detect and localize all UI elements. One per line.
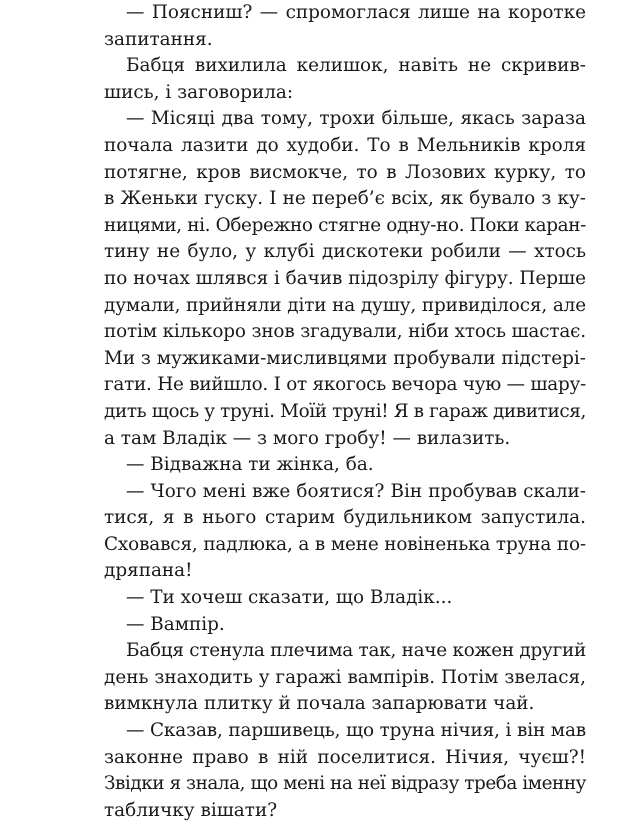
text-line: — Відважна ти жінка, ба. xyxy=(126,454,374,476)
body-text xyxy=(104,0,586,824)
text-line: — Сказав, паршивець, що труна нічия, і він мав xyxy=(126,720,586,742)
text-line: думали, прийняли діти на душу, привиділося, але xyxy=(104,294,586,316)
text-line: — Місяці два тому, трохи більше, якась зараза xyxy=(126,108,586,130)
text-line: тися, я в нього старим будильником запустила. xyxy=(104,507,586,529)
text-line: Бабця стенула плечима так, наче кожен другий xyxy=(126,640,586,662)
text-line: а там Владік — з мого гробу! — вилазить. xyxy=(104,427,511,449)
text-line: по ночах шлявся і бачив підозрілу фігуру. Перше xyxy=(104,267,586,289)
text-line: тину не було, у клубі дискотеки робили — хтось xyxy=(104,241,586,263)
text-line: Сховався, падлюка, а в мене новіненька труна по- xyxy=(104,533,586,555)
text-line: потім кількоро знов згадували, ніби хтось шастає. xyxy=(104,321,586,343)
text-line: дить щось у труні. Моїй труні! Я в гараж дивитися, xyxy=(104,400,586,422)
text-line: — Ти хочеш сказати, що Владік... xyxy=(126,587,453,609)
text-line: — Вампір. xyxy=(126,613,225,635)
text-line: Ми з мужиками-мисливцями пробували підстері- xyxy=(104,347,586,369)
text-line: в Женьки гуску. І не переб’є всіх, як бувало з ку- xyxy=(104,188,586,210)
text-line: гати. Не вийшло. І от якогось вечора чую — шару- xyxy=(104,374,586,396)
text-line: потягне, кров висмокче, то в Лозових курку, то xyxy=(104,161,586,183)
text-line: — Чого мені вже боятися? Він пробував скали- xyxy=(126,480,586,502)
text-line: день знаходить у гаражі вампірів. Потім звелася, xyxy=(104,666,586,688)
text-line: ницями, ні. Обережно стягне одну-но. Поки каран- xyxy=(104,214,586,236)
text-line: Звідки я знала, що мені на неї відразу треба іменну xyxy=(104,773,586,795)
text-line: — Поясниш? — спромоглася лише на коротке xyxy=(126,2,586,23)
text-line: Бабця вихилила келишок, навіть не скривив- xyxy=(126,55,586,77)
text-line: законне право в ній поселитися. Нічия, чуєш?! xyxy=(104,746,586,768)
text-line: табличку вішати? xyxy=(104,799,278,821)
text-line: вимкнула плитку й почала запарювати чай. xyxy=(104,693,535,715)
text-line: дряпана! xyxy=(104,560,193,582)
text-line: запитання. xyxy=(104,28,213,50)
text-line: шись, і заговорила: xyxy=(104,81,294,103)
text-line: почала лазити до худоби. То в Мельників кроля xyxy=(104,134,586,156)
